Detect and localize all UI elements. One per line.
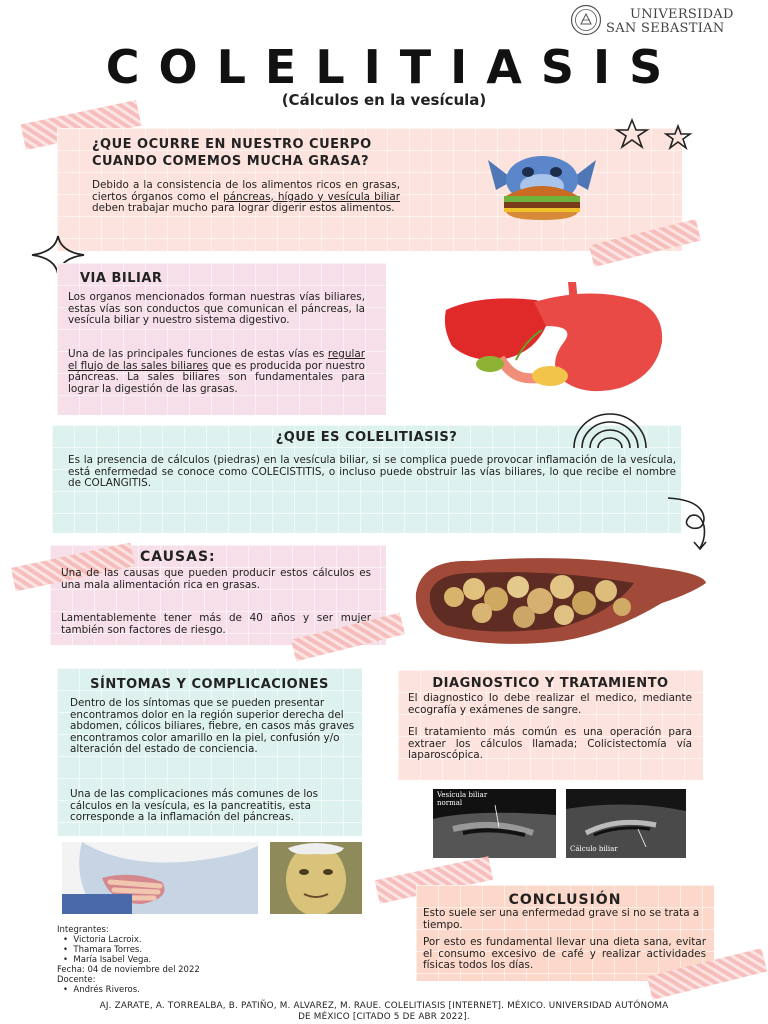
gallstones-image	[412, 553, 708, 647]
rainbow-icon	[568, 408, 652, 450]
character-burger-image	[466, 146, 618, 226]
university-name-line2: SAN SEBASTIAN	[606, 21, 725, 36]
ultrasound-label-normal-line2: normal	[437, 799, 463, 807]
jaundice-face-image	[270, 842, 362, 914]
member-item: • Thamara Torres.	[63, 945, 143, 955]
section-via-biliar-text1: Los organos mencionados forman nuestras vías biliares, estas vías son conductos que comunican el páncreas, la vesícula biliar y nuestro sistema digestivo.	[68, 291, 365, 327]
ultrasound-label-stone: Cálculo biliar	[570, 845, 618, 853]
university-name-line1: UNIVERSIDAD	[630, 7, 734, 22]
member-item: • Victoria Lacroix.	[63, 935, 142, 945]
teacher-item: • Andrés Riveros.	[63, 985, 140, 995]
curly-arrow-icon	[664, 494, 714, 552]
section-causes-heading: CAUSAS:	[140, 549, 216, 565]
credits	[57, 925, 200, 995]
section-definition-text: Es la presencia de cálculos (piedras) en la vesícula biliar, si se complica puede provocar inflamación de la vesícula, está enfermedad se conoce como COLECISTITIS, o incluso puede obstruir las vías biliares, lo que recibe el nombre de COLANGITIS.	[68, 454, 676, 490]
teacher-label: Docente:	[57, 975, 96, 985]
liver-stomach-image	[440, 280, 670, 400]
page-subtitle: (Cálculos en la vesícula)	[281, 91, 487, 109]
section-symptoms-text1: Dentro de los síntomas que se pueden presentar encontramos dolor en la región superior derecha del abdomen, cólicos biliares, fiebre, en casos más graves encontramos color amarillo en la piel, confusión y/o alteración del estado de conciencia.	[70, 697, 355, 756]
ultrasound-normal-image	[433, 789, 556, 858]
section-causes-text2: Lamentablemente tener más de 40 años y ser mujer también son factores de riesgo.	[61, 612, 371, 636]
section-diagnosis-text1: El diagnostico lo debe realizar el medico, mediante ecografía y exámenes de sangre.	[408, 692, 692, 716]
section-fat-digestion-text: Debido a la consistencia de los alimentos ricos en grasas, ciertos órganos como el páncreas, hígado y vesícula biliar deben trabajar mucho para lograr digerir estos alimentos.	[92, 179, 400, 215]
section-causes-text1: Una de las causas que pueden producir estos cálculos es una mala alimentación rica en grasas.	[61, 567, 371, 591]
section-conclusion-heading: CONCLUSIÓN	[508, 892, 622, 908]
section-diagnosis-heading: DIAGNOSTICO Y TRATAMIENTO	[432, 676, 669, 691]
university-logo	[570, 4, 766, 36]
section-fat-digestion-heading: ¿QUE OCURRE EN NUESTRO CUERPO CUANDO COMEMOS MUCHA GRASA?	[92, 137, 372, 169]
ultrasound-stone-image	[566, 789, 686, 858]
members-label: Integrantes:	[57, 925, 109, 935]
section-conclusion-text1: Esto suele ser una enfermedad grave si no se trata a tiempo.	[423, 907, 700, 931]
section-definition-heading: ¿QUE ES COLELITIASIS?	[275, 430, 458, 445]
date-text: Fecha: 04 de noviembre del 2022	[57, 965, 200, 975]
section-conclusion-text2: Por esto es fundamental llevar una dieta sana, evitar el consumo excesivo de café y realizar actividades físicas todos los días.	[423, 936, 706, 972]
section-diagnosis-text2: El tratamiento más común es una operación para extraer los cálculos llamada; Colicistectomía vía laparoscópica.	[408, 726, 692, 762]
section-symptoms-heading: SÍNTOMAS Y COMPLICACIONES	[90, 677, 329, 692]
abdominal-pain-image	[62, 842, 258, 914]
ultrasound-label-normal-line1: Vesícula biliar	[437, 791, 488, 799]
section-via-biliar-heading: VIA BILIAR	[80, 271, 163, 286]
section-via-biliar-text2: Una de las principales funciones de estas vías es regular el flujo de las sales biliares que es producida por nuestro páncreas. La sales biliares son fundamentales para lograr la digestión de las grasas.	[68, 348, 365, 395]
star-icon	[612, 116, 698, 152]
university-seal-icon	[570, 4, 602, 36]
section-symptoms-text2: Una de las complicaciones más comunes de los cálculos en la vesícula, es la pancreatitis, esta corresponde a la inflamación del páncreas.	[70, 788, 319, 824]
bibliographic-reference: AJ. ZARATE, A. TORREALBA, B. PATIÑO, M. ALVAREZ, M. RAUE. COLELITIASIS [INTERNET]. MÉXICO. UNIVERSIDAD AUTÓNOMA DE MÉXICO [CITADO 5 DE ABR 2022].	[99, 1001, 669, 1022]
page-title: COLELITIASIS	[105, 40, 682, 94]
member-item: • María Isabel Vega.	[63, 955, 152, 965]
